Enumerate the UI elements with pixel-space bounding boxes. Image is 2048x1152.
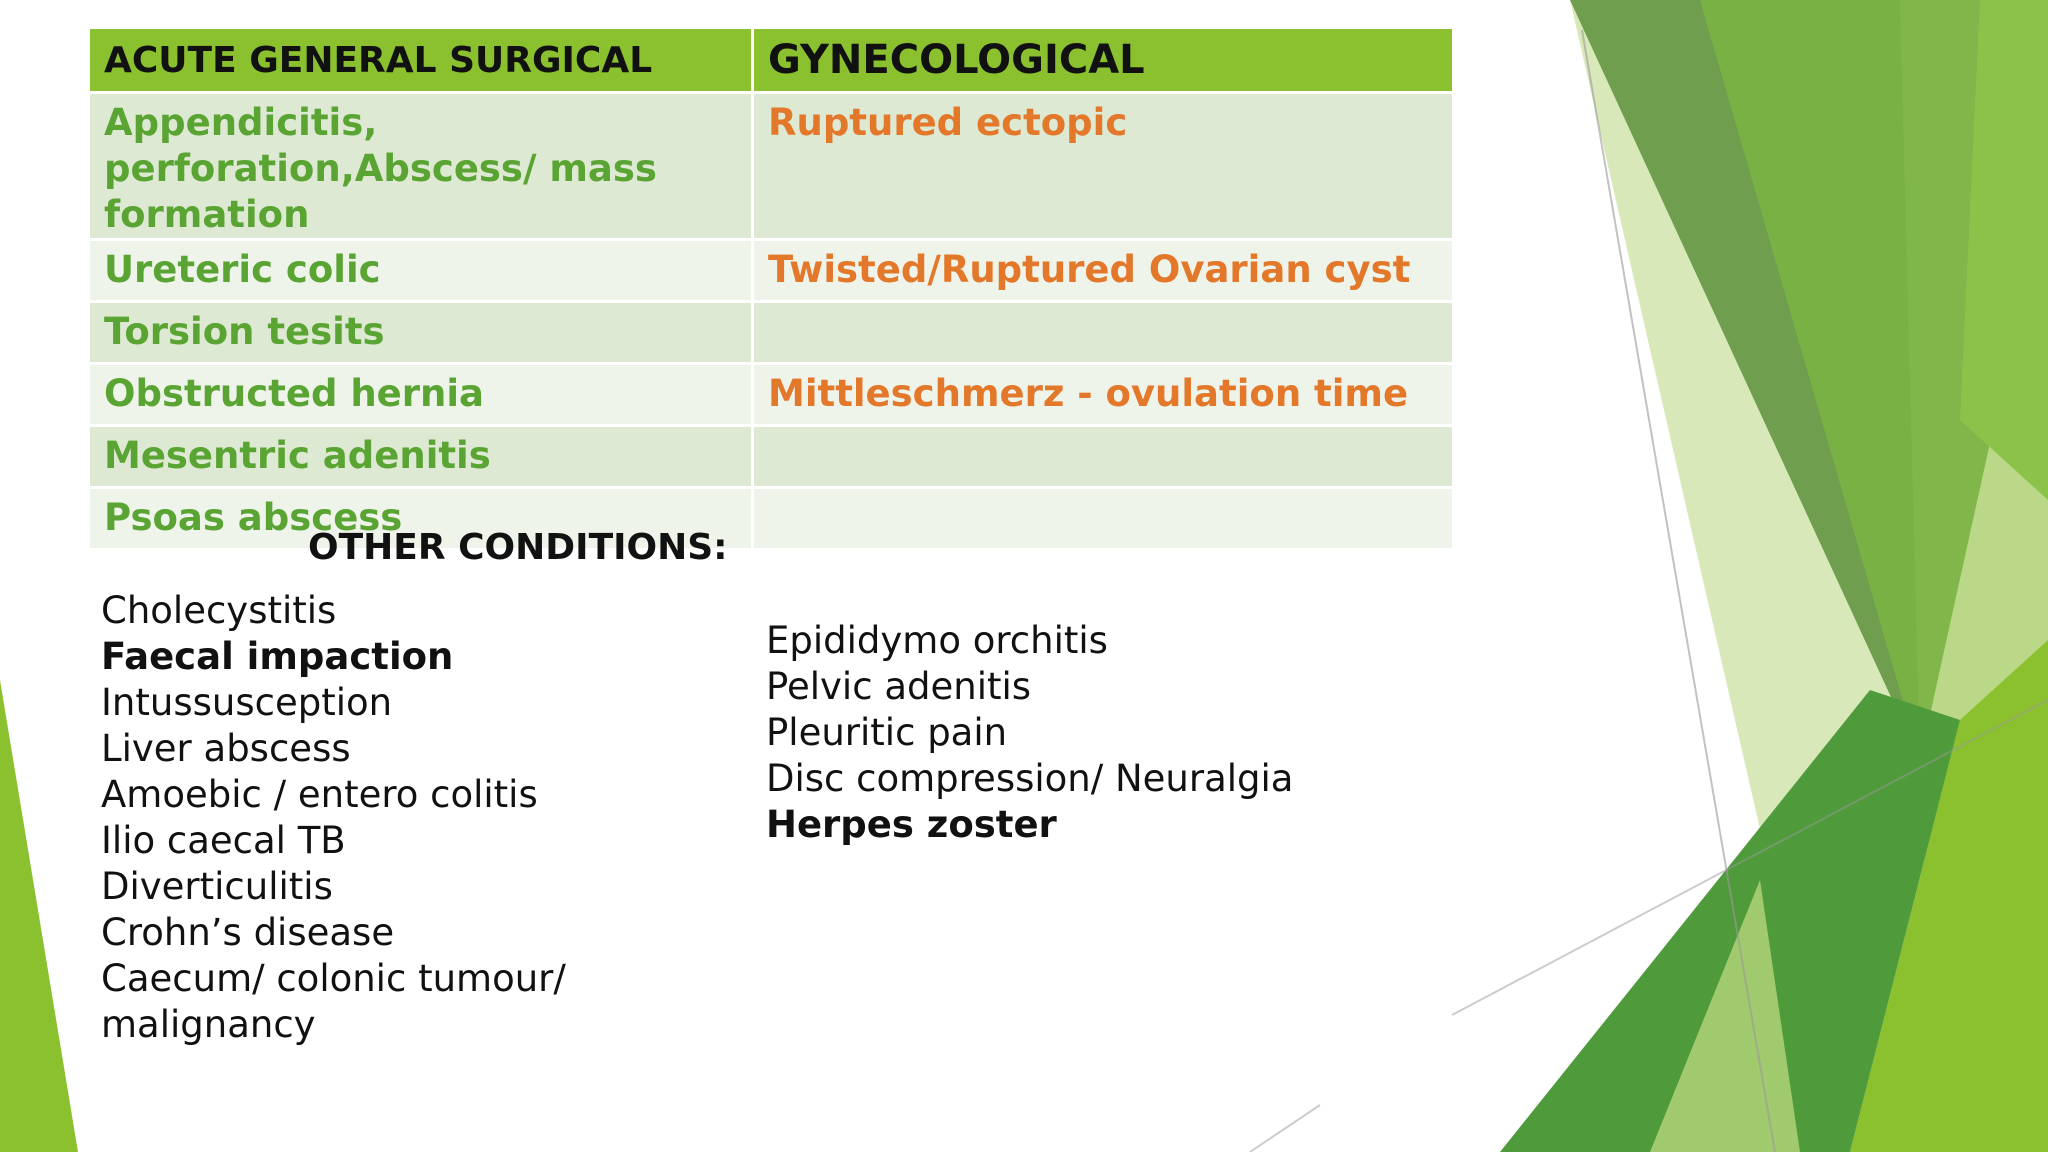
list-item: malignancy bbox=[101, 1003, 316, 1046]
table-row bbox=[89, 93, 1454, 240]
other-conditions-left-list bbox=[101, 588, 566, 1048]
surgical-cell: Mesentric adenitis bbox=[89, 426, 753, 488]
surgical-cell: Torsion tesits bbox=[89, 302, 753, 364]
table-header-row bbox=[89, 28, 1454, 93]
list-item: Caecum/ colonic tumour/ bbox=[101, 957, 566, 1000]
list-item: Crohn’s disease bbox=[101, 911, 395, 954]
table-row bbox=[89, 488, 1454, 550]
list-item: Pelvic adenitis bbox=[766, 665, 1032, 708]
list-item: Diverticulitis bbox=[101, 865, 333, 908]
table-row bbox=[89, 426, 1454, 488]
gynecological-cell bbox=[753, 426, 1454, 488]
list-item: Faecal impaction bbox=[101, 635, 454, 678]
table-row bbox=[89, 364, 1454, 426]
list-item: Intussusception bbox=[101, 681, 393, 724]
conditions-table bbox=[87, 26, 1455, 551]
gynecological-cell bbox=[753, 488, 1454, 550]
surgical-cell: Appendicitis, perforation,Abscess/ mass formation bbox=[89, 93, 753, 240]
surgical-cell: Ureteric colic bbox=[89, 240, 753, 302]
gynecological-cell: Mittleschmerz - ovulation time bbox=[753, 364, 1454, 426]
list-item: Cholecystitis bbox=[101, 589, 337, 632]
list-item: Disc compression/ Neuralgia bbox=[766, 757, 1294, 800]
other-conditions-right-list bbox=[766, 618, 1293, 848]
header-gynecological: GYNECOLOGICAL bbox=[753, 28, 1454, 93]
header-surgical: ACUTE GENERAL SURGICAL bbox=[89, 28, 753, 93]
other-conditions-title: OTHER CONDITIONS: bbox=[308, 527, 728, 568]
list-item: Epididymo orchitis bbox=[766, 619, 1108, 662]
list-item: Herpes zoster bbox=[766, 803, 1057, 846]
list-item: Ilio caecal TB bbox=[101, 819, 346, 862]
list-item: Liver abscess bbox=[101, 727, 351, 770]
table-row bbox=[89, 302, 1454, 364]
list-item: Pleuritic pain bbox=[766, 711, 1008, 754]
list-item: Amoebic / entero colitis bbox=[101, 773, 538, 816]
surgical-cell: Obstructed hernia bbox=[89, 364, 753, 426]
gynecological-cell: Twisted/Ruptured Ovarian cyst bbox=[753, 240, 1454, 302]
surgical-cell: Psoas abscess bbox=[89, 488, 753, 550]
gynecological-cell bbox=[753, 302, 1454, 364]
gynecological-cell: Ruptured ectopic bbox=[753, 93, 1454, 240]
table-row bbox=[89, 240, 1454, 302]
